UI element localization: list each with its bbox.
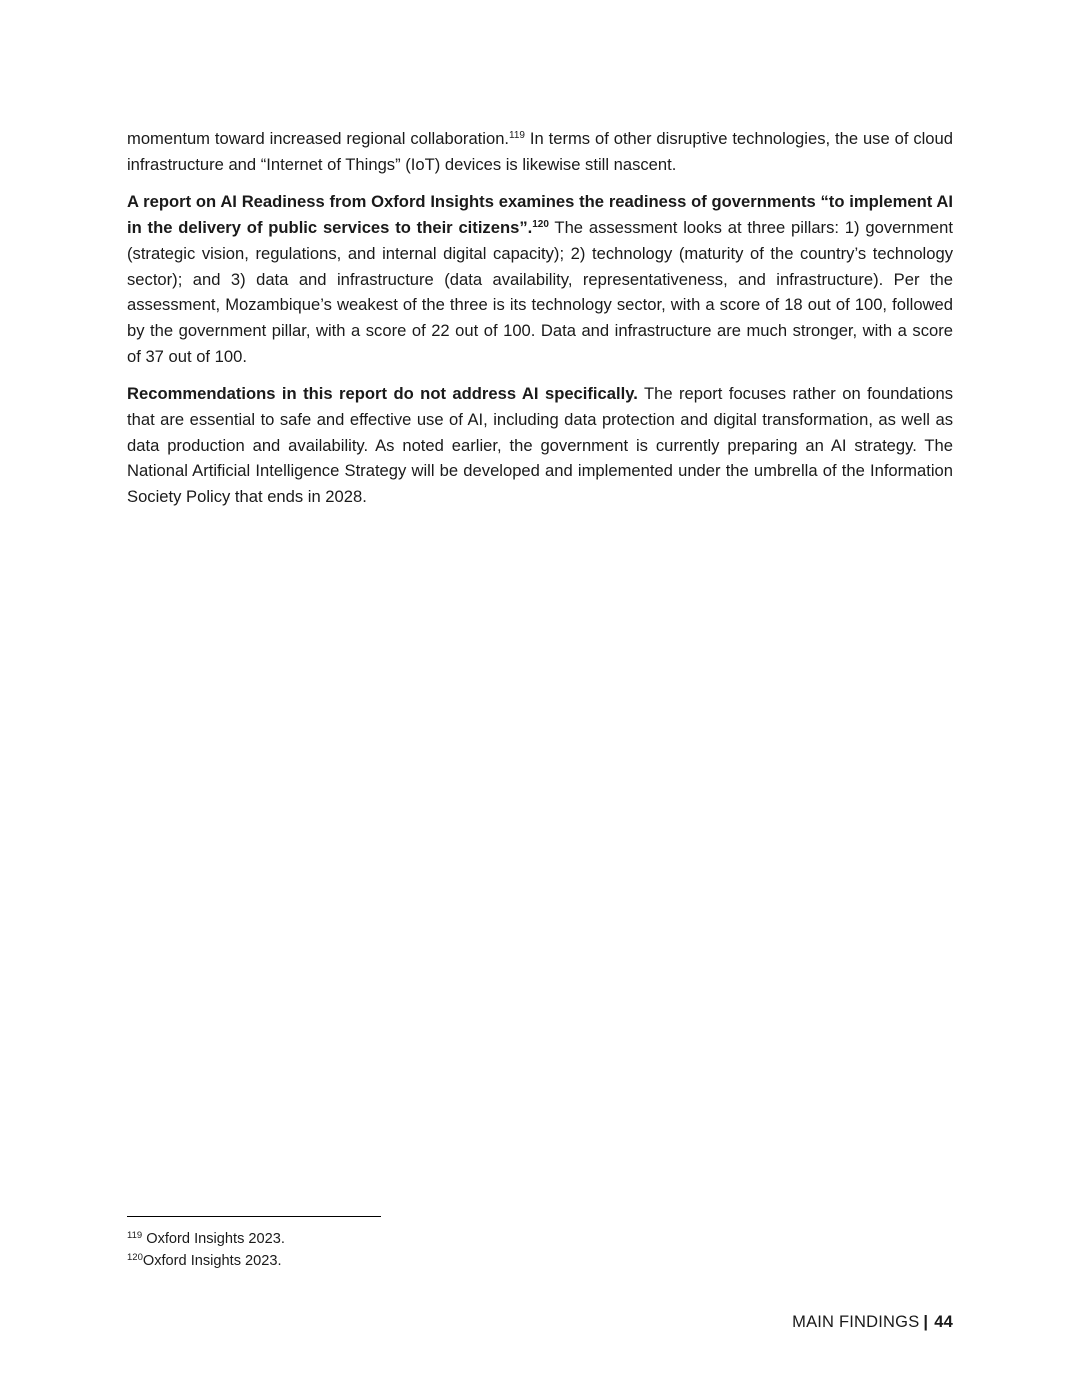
footnote-text: Oxford Insights 2023. (142, 1253, 282, 1269)
paragraph-text: In terms of other disruptive technologies, the use of cloud infrastructure and “Internet of Things” (IoT) devices is likewise still nascent. (127, 129, 953, 174)
paragraph-recommendations (127, 381, 953, 510)
section-label: MAIN FINDINGS (792, 1313, 920, 1331)
paragraph-text: The assessment looks at three pillars: 1) government (strategic vision, regulations, and internal digital capacity); 2) technology (maturity of the country’s technology sector); and 3) data and infrastructure (data availability, representativeness, and infrastructure). Per the assessment, Mozambique’s weakest of the three is its technology sector, with a score of 18 out of 100, followed by the government pillar, with a score of 22 out of 100. Data and infrastructure are much stronger, with a score of 37 out of 100. (127, 218, 953, 366)
page-footer (792, 1311, 953, 1333)
paragraph-lead-bold: Recommendations in this report do not address AI specifically. (127, 384, 638, 404)
paragraph-regional-collaboration (127, 126, 953, 177)
footnote-item (127, 1250, 727, 1272)
paragraph-ai-readiness (127, 189, 953, 369)
footnote-item (127, 1228, 727, 1250)
body-text (127, 126, 953, 522)
footnotes (127, 1228, 727, 1272)
paragraph-text: The report focuses rather on foundations that are essential to safe and effective use of AI, including data protection and digital transformation, as well as data production and availability. As noted earlier, the government is currently preparing an AI strategy. The National Artificial Intelligence Strategy will be developed and implemented under the umbrella of the Information Society Policy that ends in 2028. (127, 384, 953, 507)
footnote-text: Oxford Insights 2023. (146, 1231, 285, 1247)
footnote-number: 119 (127, 1230, 143, 1241)
footnote-divider (127, 1216, 381, 1217)
page-number: 44 (934, 1313, 953, 1331)
paragraph-lead-bold: A report on AI Readiness from Oxford Insights examines the readiness of governments “to implement AI in the delivery of public services to their citizens”. (127, 192, 953, 238)
footnote-reference[interactable]: 120 (532, 219, 549, 231)
footnote-reference[interactable]: 119 (509, 130, 525, 141)
footnote-number: 120 (127, 1252, 143, 1263)
paragraph-text: momentum toward increased regional collaboration. (127, 129, 510, 148)
footer-separator: | (923, 1313, 929, 1331)
